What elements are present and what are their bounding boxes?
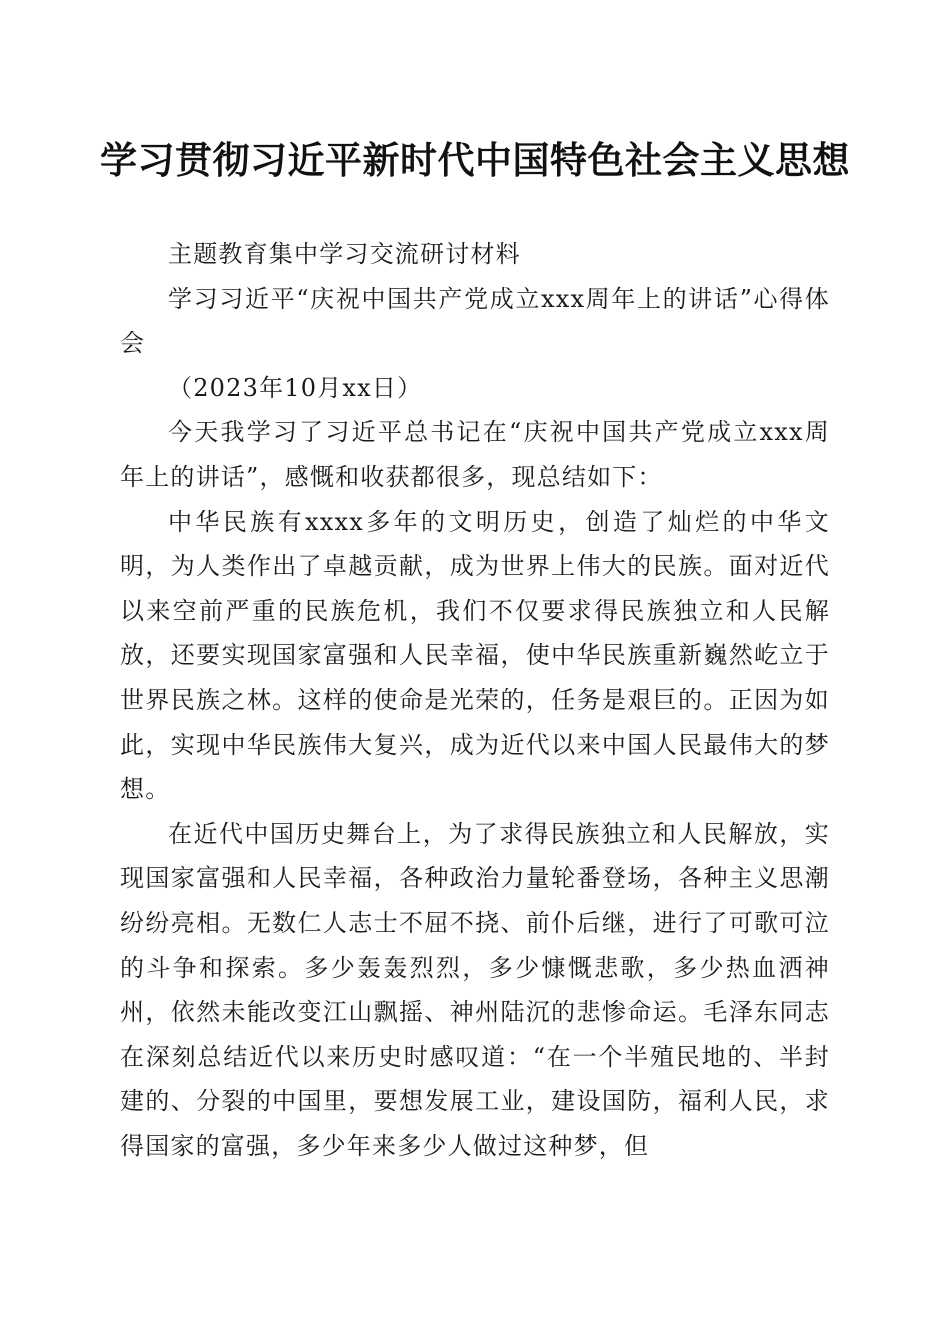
date-line: （2023年10月xx日） [168, 373, 423, 402]
paragraph-civilization: 中华民族有xxxx多年的文明历史，创造了灿烂的中华文明，为人类作出了卓越贡献，成为世界上伟大的民族。面对近代以来空前严重的民族危机，我们不仅要求得民族独立和人民解放，还要实现国家富强和人民幸福，使中华民族重新巍然屹立于世界民族之林。这样的使命是光荣的，任务是艰巨的。正因为如此，实现中华民族伟大复兴，成为近代以来中国人民最伟大的梦想。 [120, 507, 830, 804]
paragraph-history: 在近代中国历史舞台上，为了求得民族独立和人民解放，实现国家富强和人民幸福，各种政治力量轮番登场，各种主义思潮纷纷亮相。无数仁人志士不屈不挠、前仆后继，进行了可歌可泣的斗争和探索。多少轰轰烈烈，多少慷慨悲歌，多少热血洒神州，依然未能改变江山飘摇、神州陆沉的悲惨命运。毛泽东同志在深刻总结近代以来历史时感叹道：“在一个半殖民地的、半封建的、分裂的中国里，要想发展工业，建设国防，福利人民，求得国家的富强，多少年来多少人做过这种梦，但 [120, 819, 830, 1160]
paragraph-intro: 今天我学习了习近平总书记在“庆祝中国共产党成立xxx周年上的讲话”，感慨和收获都很多，现总结如下： [120, 418, 830, 491]
subtitle-line: 主题教育集中学习交流研讨材料 [168, 240, 521, 268]
heading-line: 学习习近平“庆祝中国共产党成立xxx周年上的讲话”心得体会 [120, 284, 830, 358]
document-body [120, 232, 830, 1168]
document-title: 学习贯彻习近平新时代中国特色社会主义思想 [100, 138, 850, 182]
